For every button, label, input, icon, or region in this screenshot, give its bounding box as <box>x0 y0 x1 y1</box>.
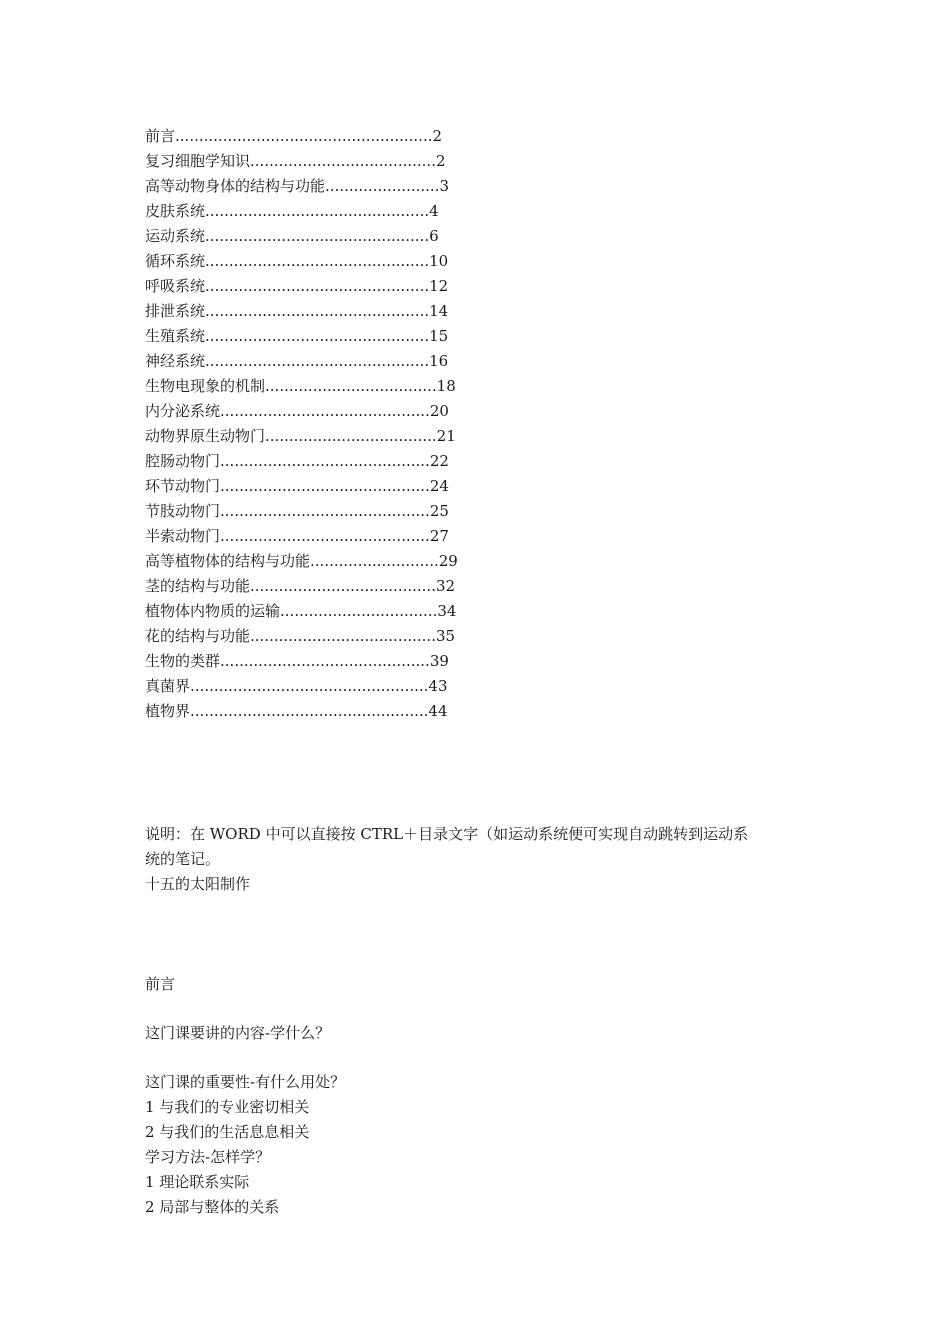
table-of-contents <box>145 124 815 724</box>
toc-entry[interactable] <box>145 399 815 424</box>
toc-entry[interactable] <box>145 574 815 599</box>
toc-entry-leader: ........................... <box>310 552 439 570</box>
toc-entry-title: 循环系统 <box>145 252 206 270</box>
toc-entry-page: 29 <box>438 552 458 570</box>
toc-entry-page: 3 <box>439 177 449 195</box>
toc-entry-title: 腔肠动物门 <box>145 452 221 470</box>
toc-entry[interactable] <box>145 624 815 649</box>
list-item: 1 与我们的专业密切相关 <box>145 1098 310 1116</box>
toc-entry[interactable] <box>145 449 815 474</box>
toc-entry-leader: .................................... <box>265 427 437 445</box>
toc-entry-title: 排泄系统 <box>145 302 206 320</box>
toc-entry-title: 植物体内物质的运输 <box>145 602 281 620</box>
list-item: 1 理论联系实际 <box>145 1173 250 1191</box>
toc-entry-page: 15 <box>429 327 449 345</box>
toc-entry-leader: ............................................ <box>220 402 430 420</box>
toc-entry[interactable] <box>145 124 815 149</box>
usage-note-line-2: 统的笔记。 <box>145 850 221 868</box>
author-credit: 十五的太阳制作 <box>145 875 251 893</box>
toc-entry-title: 半索动物门 <box>145 527 221 545</box>
toc-entry-leader: ...................................................... <box>175 127 433 145</box>
toc-entry-leader: ....................................... <box>250 627 436 645</box>
usage-note-line-1: 说明：在 WORD 中可以直接按 CTRL＋目录文字（如运动系统便可实现自动跳转到运动系 <box>145 825 749 843</box>
toc-entry-leader: .................................... <box>265 377 437 395</box>
toc-entry-page: 32 <box>435 577 456 595</box>
toc-entry-title: 神经系统 <box>145 352 206 370</box>
section-title-preface: 前言 <box>145 975 176 993</box>
toc-entry-page: 6 <box>429 227 439 245</box>
toc-entry-title: 生物电现象的机制 <box>145 377 266 395</box>
toc-entry-title: 生物的类群 <box>145 652 221 670</box>
toc-entry-page: 35 <box>435 627 456 645</box>
toc-entry-page: 18 <box>436 377 456 395</box>
toc-entry-leader: .................................................. <box>190 677 429 695</box>
toc-entry[interactable] <box>145 499 815 524</box>
list-item: 2 局部与整体的关系 <box>145 1198 280 1216</box>
toc-entry-leader: ............................................... <box>205 202 430 220</box>
toc-entry-page: 22 <box>429 452 449 470</box>
toc-entry[interactable] <box>145 324 815 349</box>
toc-entry[interactable] <box>145 249 815 274</box>
toc-entry[interactable] <box>145 649 815 674</box>
question-importance: 这门课的重要性-有什么用处？ <box>145 1073 346 1091</box>
toc-entry-title: 植物界 <box>145 702 191 720</box>
toc-entry-title: 运动系统 <box>145 227 206 245</box>
toc-entry-leader: ............................................... <box>205 327 430 345</box>
toc-entry[interactable] <box>145 274 815 299</box>
toc-entry-leader: ............................................ <box>220 652 430 670</box>
toc-entry[interactable] <box>145 674 815 699</box>
toc-entry-leader: ............................................ <box>220 452 430 470</box>
preface-body <box>145 1070 345 1220</box>
toc-entry-page: 21 <box>436 427 456 445</box>
toc-entry-title: 复习细胞学知识 <box>145 152 251 170</box>
toc-entry-page: 43 <box>428 677 448 695</box>
toc-entry-leader: ................................. <box>280 602 438 620</box>
toc-entry-leader: ....................................... <box>250 152 436 170</box>
toc-entry-page: 44 <box>428 702 448 720</box>
toc-entry-leader: ............................................... <box>205 252 430 270</box>
toc-entry[interactable] <box>145 299 815 324</box>
toc-entry[interactable] <box>145 199 815 224</box>
toc-entry-leader: ............................................ <box>220 502 430 520</box>
toc-entry-page: 2 <box>435 152 446 170</box>
toc-entry[interactable] <box>145 374 815 399</box>
toc-entry-leader: ....................................... <box>250 577 436 595</box>
toc-entry-page: 20 <box>429 402 449 420</box>
toc-entry-page: 14 <box>429 302 449 320</box>
toc-entry-page: 25 <box>429 502 449 520</box>
toc-entry[interactable] <box>145 224 815 249</box>
toc-entry-page: 39 <box>429 652 449 670</box>
toc-entry-leader: ............................................... <box>205 227 430 245</box>
toc-entry[interactable] <box>145 699 815 724</box>
toc-entry-leader: ........................ <box>325 177 440 195</box>
toc-entry[interactable] <box>145 599 815 624</box>
toc-entry-page: 34 <box>437 602 457 620</box>
toc-entry-leader: ............................................... <box>205 352 430 370</box>
toc-entry-title: 内分泌系统 <box>145 402 221 420</box>
list-item: 2 与我们的生活息息相关 <box>145 1123 310 1141</box>
toc-entry-title: 高等动物身体的结构与功能 <box>145 177 326 195</box>
toc-entry-page: 4 <box>429 202 439 220</box>
toc-entry-page: 10 <box>429 252 449 270</box>
toc-entry[interactable] <box>145 349 815 374</box>
toc-entry[interactable] <box>145 424 815 449</box>
toc-entry[interactable] <box>145 174 815 199</box>
toc-entry-title: 节肢动物门 <box>145 502 221 520</box>
toc-entry-title: 前言 <box>145 127 176 145</box>
toc-entry-page: 27 <box>429 527 449 545</box>
toc-entry-title: 高等植物体的结构与功能 <box>145 552 311 570</box>
toc-entry-title: 真菌界 <box>145 677 191 695</box>
toc-entry-title: 皮肤系统 <box>145 202 206 220</box>
toc-entry[interactable] <box>145 524 815 549</box>
toc-entry-page: 24 <box>429 477 449 495</box>
toc-entry-page: 16 <box>429 352 449 370</box>
toc-entry-page: 12 <box>429 277 449 295</box>
toc-entry-title: 呼吸系统 <box>145 277 206 295</box>
toc-entry-leader: .................................................. <box>190 702 429 720</box>
toc-entry-leader: ............................................ <box>220 477 430 495</box>
toc-entry-page: 2 <box>432 127 443 145</box>
toc-entry-title: 花的结构与功能 <box>145 627 251 645</box>
usage-note <box>145 822 815 872</box>
toc-entry-title: 茎的结构与功能 <box>145 577 251 595</box>
question-what-to-learn: 这门课要讲的内容-学什么？ <box>145 1024 331 1042</box>
toc-entry-leader: ............................................... <box>205 302 430 320</box>
toc-entry-leader: ............................................... <box>205 277 430 295</box>
toc-entry-leader: ............................................ <box>220 527 430 545</box>
question-method: 学习方法-怎样学？ <box>145 1148 271 1166</box>
toc-entry-title: 动物界原生动物门 <box>145 427 266 445</box>
toc-entry-title: 环节动物门 <box>145 477 221 495</box>
toc-entry[interactable] <box>145 549 815 574</box>
toc-entry[interactable] <box>145 149 815 174</box>
toc-entry-title: 生殖系统 <box>145 327 206 345</box>
toc-entry[interactable] <box>145 474 815 499</box>
